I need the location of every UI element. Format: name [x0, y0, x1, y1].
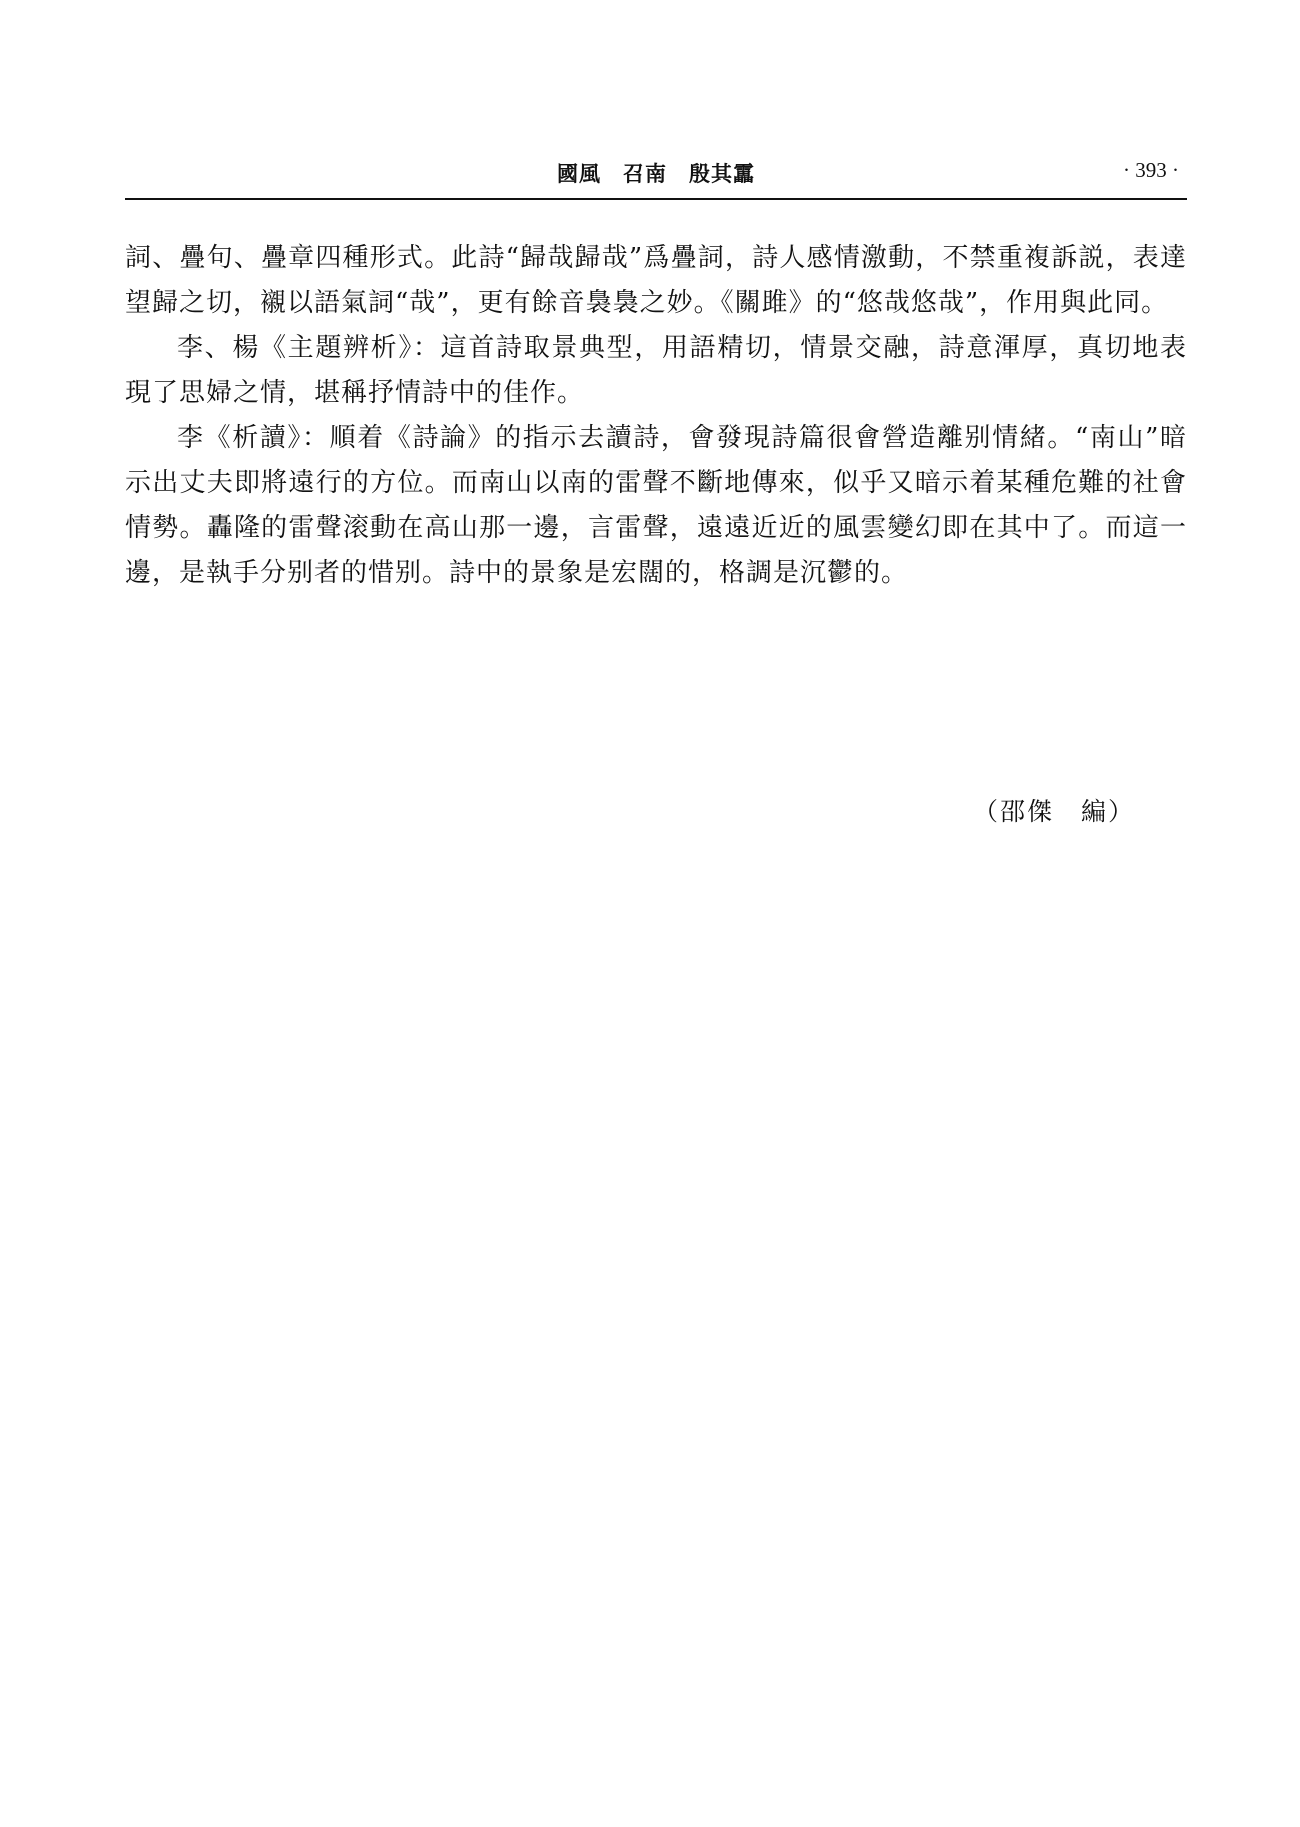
paragraph-li-xidu-commentary: 李《析讀》：順着《詩論》的指示去讀詩，會發現詩篇很會營造離别情緒。“南山”暗示出丈夫即將遠行的方位。而南山以南的雷聲不斷地傳來，似乎又暗示着某種危難的社會情勢。轟隆的雷聲滚動在高山那一邊，言雷聲，遠遠近近的風雲變幻即在其中了。而這一邊，是執手分别者的惜别。詩中的景象是宏闊的，格調是沉鬱的。	[125, 423, 1187, 588]
header-title: 國風 召南 殷其靁	[557, 161, 755, 186]
paragraph-continuation: 詞、疊句、疊章四種形式。此詩“歸哉歸哉”爲疊詞，詩人感情激動，不禁重複訴説，表達望歸之切，襯以語氣詞“哉”，更有餘音裊裊之妙。《關雎》的“悠哉悠哉”，作用與此同。	[125, 243, 1187, 318]
paragraph-li-yang-commentary: 李、楊《主題辨析》：這首詩取景典型，用語精切，情景交融，詩意渾厚，真切地表現了思婦之情，堪稱抒情詩中的佳作。	[125, 333, 1187, 408]
body-text	[125, 236, 1187, 596]
header-rule	[125, 198, 1187, 200]
page-number: · 393 ·	[1123, 158, 1179, 182]
editor-signature: （邵傑 編）	[972, 797, 1135, 826]
running-header	[125, 158, 1187, 198]
